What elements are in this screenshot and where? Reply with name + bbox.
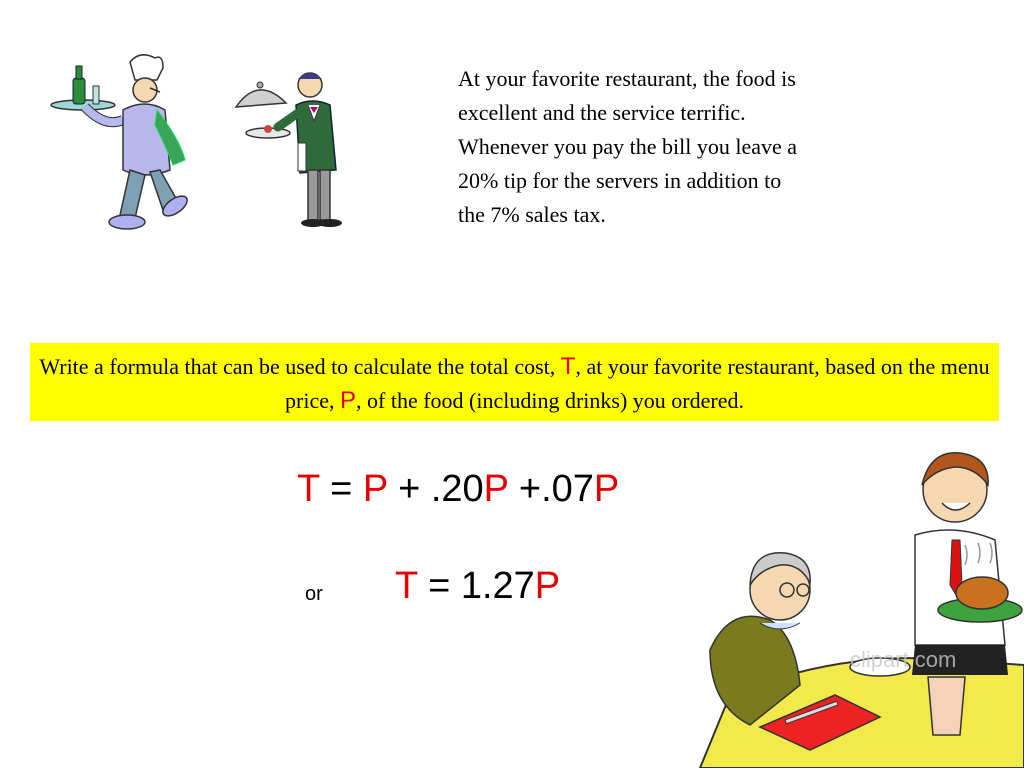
prompt-box <box>30 343 999 421</box>
prompt-text-3: , of the food (including drinks) you ordered. <box>356 388 744 413</box>
formula-var-p: P <box>362 468 388 510</box>
formula-tax-term: +.07 <box>508 468 594 510</box>
waiter-illustration <box>228 65 356 230</box>
prompt-text-1: Write a formula that can be used to calculate the total cost, <box>39 354 561 379</box>
intro-line: Whenever you pay the bill you leave a <box>458 134 798 159</box>
or-label: or <box>305 583 323 605</box>
formula-var-p: P <box>534 565 561 607</box>
intro-line: the 7% sales tax. <box>458 202 606 227</box>
intro-paragraph <box>458 62 908 232</box>
formula-tip-term: + .20 <box>387 468 484 510</box>
formula-var-t: T <box>395 565 418 607</box>
formula-var-t: T <box>297 468 320 510</box>
formula-equals: = <box>319 468 363 510</box>
formula-var-p: P <box>483 468 509 510</box>
formula-expanded <box>297 468 619 511</box>
intro-line: excellent and the service terrific. <box>458 100 746 125</box>
formula-simplified <box>395 565 560 608</box>
watermark-text: clipart.com <box>850 647 957 672</box>
intro-line: 20% tip for the servers in addition to <box>458 168 782 193</box>
prompt-text-2: , at your favorite restaurant, based on the menu price, <box>285 354 990 413</box>
formula-var-p: P <box>593 468 620 510</box>
chef-illustration <box>45 50 195 235</box>
variable-t: T <box>560 353 576 380</box>
intro-line: At your favorite restaurant, the food is <box>458 66 796 91</box>
formula-coefficient: = 1.27 <box>417 565 535 607</box>
dining-scene-illustration <box>690 445 1024 768</box>
variable-p: P <box>339 387 356 414</box>
